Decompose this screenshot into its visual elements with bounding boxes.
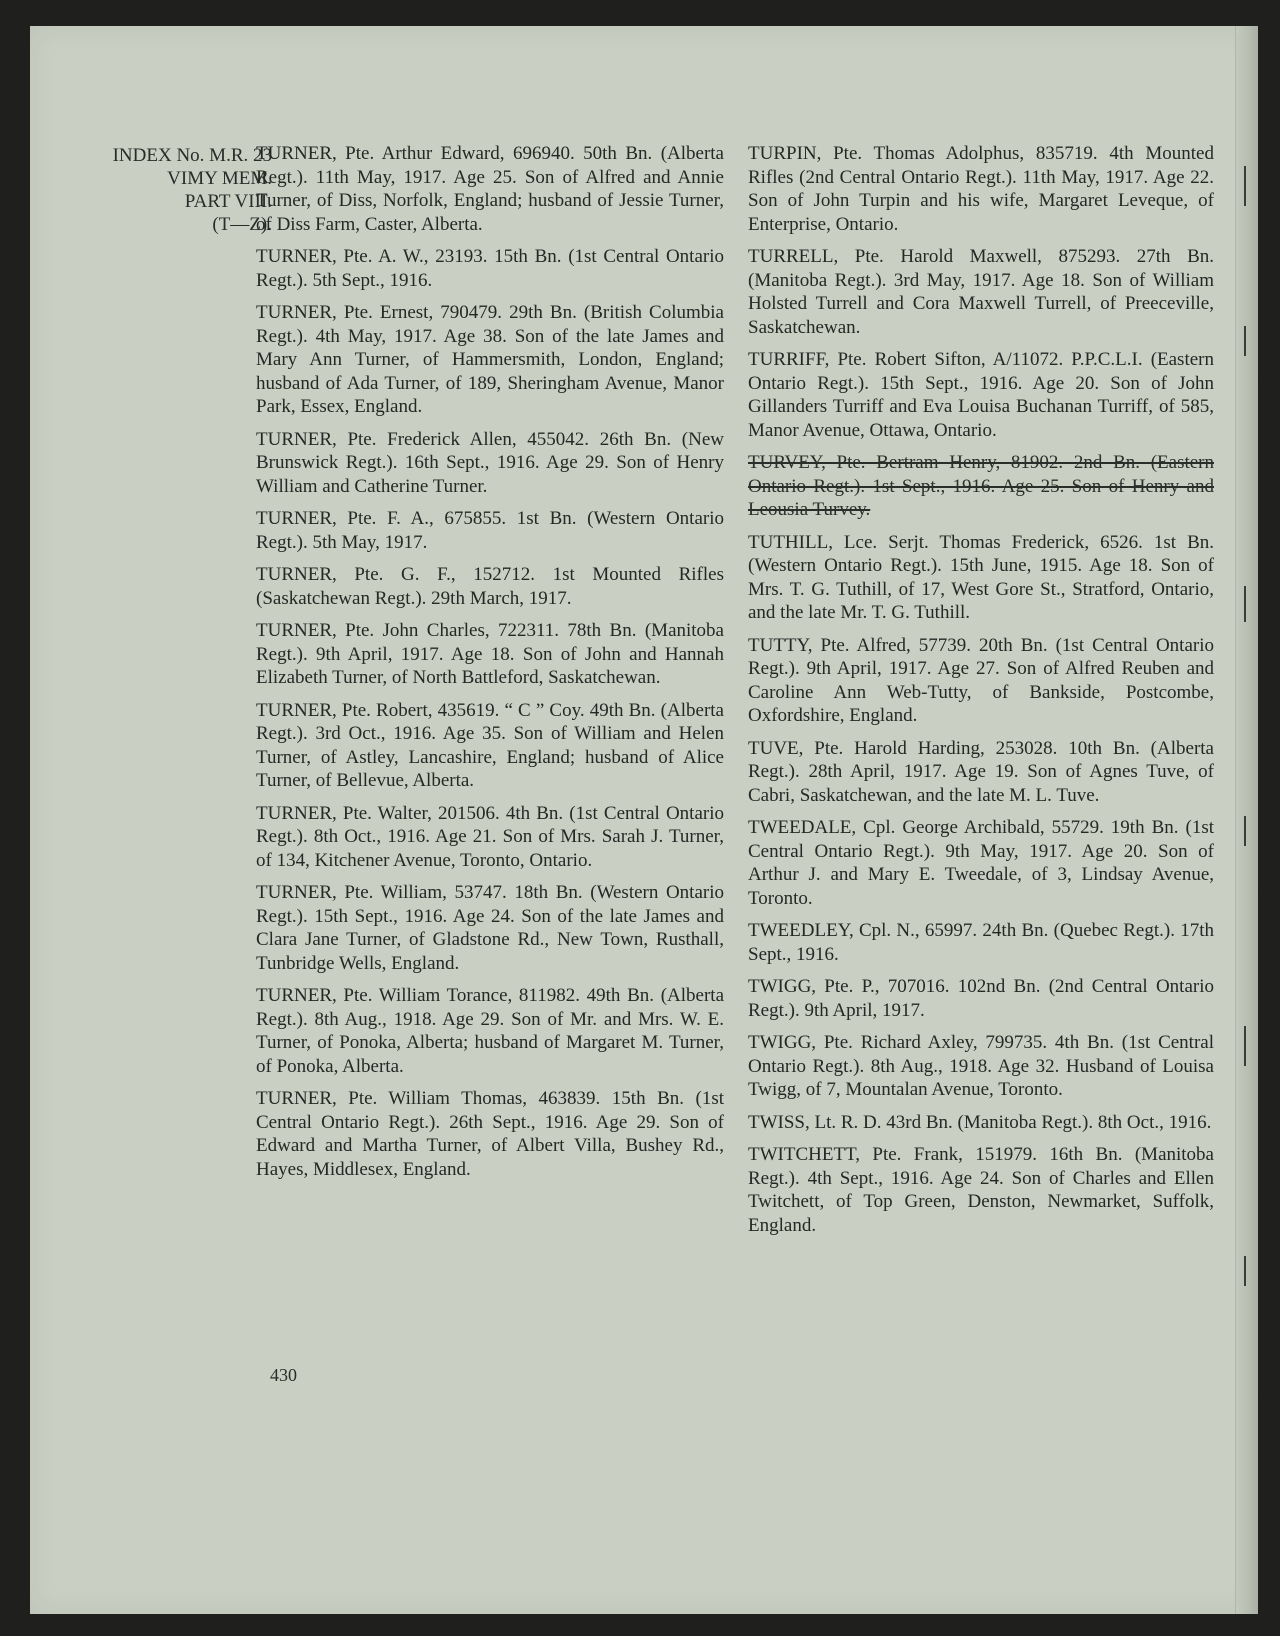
spine-mark [1244, 1256, 1246, 1286]
register-entry: TWIGG, Pte. Richard Axley, 799735. 4th Bn. (1st Central Ontario Regt.). 8th Aug., 1918. Age 32. Husband of Louisa Twigg, of 7, Mountalan Avenue, Toronto. [748, 1032, 1214, 1100]
register-entry: TURNER, Pte. G. F., 152712. 1st Mounted Rifles (Saskatchewan Regt.). 29th March, 1917. [256, 564, 724, 609]
page-number: 430 [270, 1365, 297, 1385]
spine-mark [1244, 326, 1246, 356]
register-entry: TURNER, Pte. Ernest, 790479. 29th Bn. (British Columbia Regt.). 4th May, 1917. Age 38. Son of the late James and Mary Ann Turner, of Hammersmith, London, England; husband of Ada Turner, of 189, Sheringham Avenue, Manor Park, Essex, England. [256, 302, 724, 417]
margin-line-range: (T—Z). [212, 214, 272, 235]
register-entry: TWEEDLEY, Cpl. N., 65997. 24th Bn. (Quebec Regt.). 17th Sept., 1916. [748, 920, 1214, 965]
register-entry: TURNER, Pte. Frederick Allen, 455042. 26th Bn. (New Brunswick Regt.). 16th Sept., 1916. Age 29. Son of Henry William and Catherine Turner. [256, 428, 724, 497]
book-spine-edge [1235, 26, 1258, 1614]
register-entry: TWIGG, Pte. P., 707016. 102nd Bn. (2nd Central Ontario Regt.). 9th April, 1917. [748, 976, 1214, 1021]
struck-through-entry: TURVEY, Pte. Bertram Henry, 81902. 2nd Bn. (Eastern Ontario Regt.). 1st Sept., 1916. Age 25. Son of Henry and Leousia Turvey. [748, 452, 1214, 520]
register-entry: TURNER, Pte. William Thomas, 463839. 15th Bn. (1st Central Ontario Regt.). 26th Sept., 1916. Age 29. Son of Edward and Martha Turner, of Albert Villa, Bushey Rd., Hayes, Middlesex, England. [256, 1088, 724, 1180]
register-entry: TURNER, Pte. William, 53747. 18th Bn. (Western Ontario Regt.). 15th Sept., 1916. Age 24. Son of the late James and Clara Jane Turner, of Gladstone Rd., New Town, Rusthall, Tunbridge Wells, England. [256, 882, 724, 974]
spine-mark [1244, 816, 1246, 846]
register-entry: TWEEDALE, Cpl. George Archibald, 55729. 19th Bn. (1st Central Ontario Regt.). 9th May, 1917. Age 20. Son of Arthur J. and Mary E. Tweedale, of 3, Lindsay Avenue, Toronto. [748, 817, 1214, 909]
register-entry: TURNER, Pte. A. W., 23193. 15th Bn. (1st Central Ontario Regt.). 5th Sept., 1916. [256, 246, 724, 291]
register-entry: TURPIN, Pte. Thomas Adolphus, 835719. 4th Mounted Rifles (2nd Central Ontario Regt.). 11th May, 1917. Age 22. Son of John Turpin and his wife, Margaret Leveque, of Enterprise, Ontario. [748, 143, 1214, 235]
right-column [748, 142, 1214, 1246]
register-entry: TURRELL, Pte. Harold Maxwell, 875293. 27th Bn. (Manitoba Regt.). 3rd May, 1917. Age 18. Son of William Holsted Turrell and Cora Maxwell Turrell, of Preeceville, Saskatchewan. [748, 246, 1214, 338]
register-entry: TURNER, Pte. William Torance, 811982. 49th Bn. (Alberta Regt.). 8th Aug., 1918. Age 29. Son of Mr. and Mrs. W. E. Turner, of Ponoka, Alberta; husband of Margaret M. Turner, of Ponoka, Alberta. [256, 985, 724, 1077]
register-entry: TURRIFF, Pte. Robert Sifton, A/11072. P.P.C.L.I. (Eastern Ontario Regt.). 15th Sept., 1916. Age 20. Son of John Gillanders Turriff and Eva Louisa Buchanan Turriff, of 585, Manor Avenue, Ottawa, Ontario. [748, 349, 1214, 441]
register-entry: TURNER, Pte. Robert, 435619. “ C ” Coy. 49th Bn. (Alberta Regt.). 3rd Oct., 1916. Age 35. Son of William and Helen Turner, of Astley, Lancashire, England; husband of Alice Turner, of Bellevue, Alberta. [256, 699, 724, 791]
margin-line-index: INDEX No. M.R. 23 [112, 145, 272, 166]
register-entry: TUVE, Pte. Harold Harding, 253028. 10th Bn. (Alberta Regt.). 28th April, 1917. Age 19. Son of Agnes Tuve, of Cabri, Saskatchewan, and the late M. L. Tuve. [748, 737, 1214, 806]
document-page [30, 26, 1258, 1614]
register-entry: TURNER, Pte. Walter, 201506. 4th Bn. (1st Central Ontario Regt.). 8th Oct., 1916. Age 21. Son of Mrs. Sarah J. Turner, of 134, Kitchener Avenue, Toronto, Ontario. [256, 802, 724, 871]
register-entry: TURNER, Pte. F. A., 675855. 1st Bn. (Western Ontario Regt.). 5th May, 1917. [256, 508, 724, 553]
register-entry: TURNER, Pte. Arthur Edward, 696940. 50th Bn. (Alberta Regt.). 11th May, 1917. Age 25. Son of Alfred and Annie Turner, of Diss, Norfolk, England; husband of Jessie Turner, of Diss Farm, Caster, Alberta. [256, 143, 724, 235]
spine-mark [1244, 166, 1246, 206]
index-margin-label [50, 144, 272, 236]
left-column [256, 142, 724, 1190]
register-entry: TURNER, Pte. John Charles, 722311. 78th Bn. (Manitoba Regt.). 9th April, 1917. Age 18. Son of John and Hannah Elizabeth Turner, of North Battleford, Saskatchewan. [256, 620, 724, 688]
spine-mark [1244, 1026, 1246, 1066]
margin-line-memorial: VIMY MEM. [167, 168, 272, 189]
spine-mark [1244, 586, 1246, 622]
margin-line-part: PART VIII. [184, 191, 272, 212]
register-entry: TUTHILL, Lce. Serjt. Thomas Frederick, 6526. 1st Bn. (Western Ontario Regt.). 15th June, 1915. Age 18. Son of Mrs. T. G. Tuthill, of 17, West Gore St., Stratford, Ontario, and the late Mr. T. G. Tuthill. [748, 531, 1214, 623]
register-entry: TUTTY, Pte. Alfred, 57739. 20th Bn. (1st Central Ontario Regt.). 9th April, 1917. Age 27. Son of Alfred Reuben and Caroline Ann Web-Tutty, of Bankside, Postcombe, Oxfordshire, England. [748, 634, 1214, 726]
register-entry: TWISS, Lt. R. D. 43rd Bn. (Manitoba Regt.). 8th Oct., 1916. [748, 1111, 1212, 1133]
register-entry: TWITCHETT, Pte. Frank, 151979. 16th Bn. (Manitoba Regt.). 4th Sept., 1916. Age 24. Son of Charles and Ellen Twitchett, of Top Green, Denston, Newmarket, Suffolk, England. [748, 1144, 1214, 1236]
